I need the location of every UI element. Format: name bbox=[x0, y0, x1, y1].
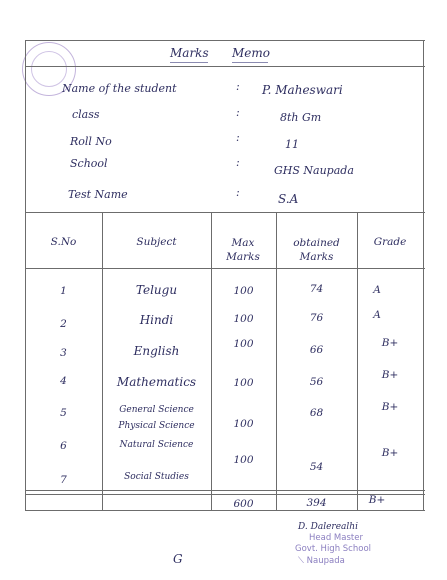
stamp-line-3-text: Naupada bbox=[306, 556, 345, 566]
total-obtained: 394 bbox=[306, 497, 327, 509]
row-max: 100 bbox=[233, 338, 254, 350]
header-sno: S.No bbox=[50, 236, 77, 248]
stamp-line-3: ⟍ Naupada bbox=[298, 556, 345, 566]
class-label: class bbox=[72, 108, 100, 121]
row-grade: B+ bbox=[381, 369, 399, 381]
total-max: 600 bbox=[233, 498, 254, 510]
page-title-left: Marks bbox=[170, 46, 209, 60]
page-title-right: Memo bbox=[232, 46, 270, 60]
row-obtained: 74 bbox=[309, 283, 324, 295]
header-max-marks: Max Marks bbox=[226, 237, 260, 263]
row-obtained: 76 bbox=[309, 312, 324, 324]
row-subject: Mathematics bbox=[116, 375, 197, 389]
row-grade: B+ bbox=[381, 401, 399, 413]
row-subject: General Science bbox=[119, 405, 194, 415]
colon: : bbox=[236, 156, 240, 169]
colon: : bbox=[236, 186, 240, 199]
row-sno: 1 bbox=[60, 285, 67, 297]
stamp-line-2: Govt. High School bbox=[295, 544, 372, 554]
colon: : bbox=[236, 131, 240, 144]
colon: : bbox=[236, 106, 240, 119]
row-subject: Social Studies bbox=[124, 472, 189, 482]
colon: : bbox=[236, 80, 240, 93]
roll-no-value: 11 bbox=[285, 138, 299, 151]
row-subject: Natural Science bbox=[119, 440, 194, 450]
row-subject-secondary: Physical Science bbox=[118, 421, 195, 431]
row-sno: 7 bbox=[60, 474, 67, 486]
header-obtained-marks: obtained Marks bbox=[293, 237, 340, 263]
header-subject: Subject bbox=[136, 236, 177, 248]
row-sno: 2 bbox=[60, 318, 67, 330]
class-value: 8th Gm bbox=[280, 111, 322, 124]
signature: D. Dalerealhi bbox=[298, 522, 358, 532]
roll-no-label: Roll No bbox=[70, 135, 112, 148]
row-obtained: 54 bbox=[309, 461, 324, 473]
stamp-line-1: Head Master bbox=[309, 533, 363, 543]
row-max: 100 bbox=[233, 313, 254, 325]
student-name-value: P. Maheswari bbox=[262, 83, 343, 97]
row-grade: A bbox=[373, 309, 381, 321]
row-max: 100 bbox=[233, 377, 254, 389]
row-max: 100 bbox=[233, 285, 254, 297]
row-grade: B+ bbox=[381, 447, 399, 459]
row-sno: 6 bbox=[60, 440, 67, 452]
row-grade: B+ bbox=[381, 337, 399, 349]
row-max: 100 bbox=[233, 418, 254, 430]
row-subject: Telugu bbox=[135, 283, 178, 297]
school-label: School bbox=[70, 157, 108, 170]
row-sno: 3 bbox=[60, 347, 67, 359]
row-subject: Hindi bbox=[139, 313, 174, 327]
test-name-value: S.A bbox=[278, 192, 299, 206]
row-sno: 4 bbox=[60, 375, 67, 387]
footer-mark: G bbox=[173, 552, 183, 566]
total-grade: B+ bbox=[368, 494, 386, 506]
header-grade: Grade bbox=[373, 236, 407, 248]
student-name-label: Name of the student bbox=[62, 82, 177, 95]
row-sno: 5 bbox=[60, 407, 67, 419]
school-value: GHS Naupada bbox=[274, 164, 354, 177]
row-obtained: 56 bbox=[309, 376, 324, 388]
row-obtained: 68 bbox=[309, 407, 324, 419]
test-name-label: Test Name bbox=[68, 188, 128, 201]
row-grade: A bbox=[373, 284, 381, 296]
row-max: 100 bbox=[233, 454, 254, 466]
row-subject: English bbox=[133, 344, 180, 358]
row-obtained: 66 bbox=[309, 344, 324, 356]
